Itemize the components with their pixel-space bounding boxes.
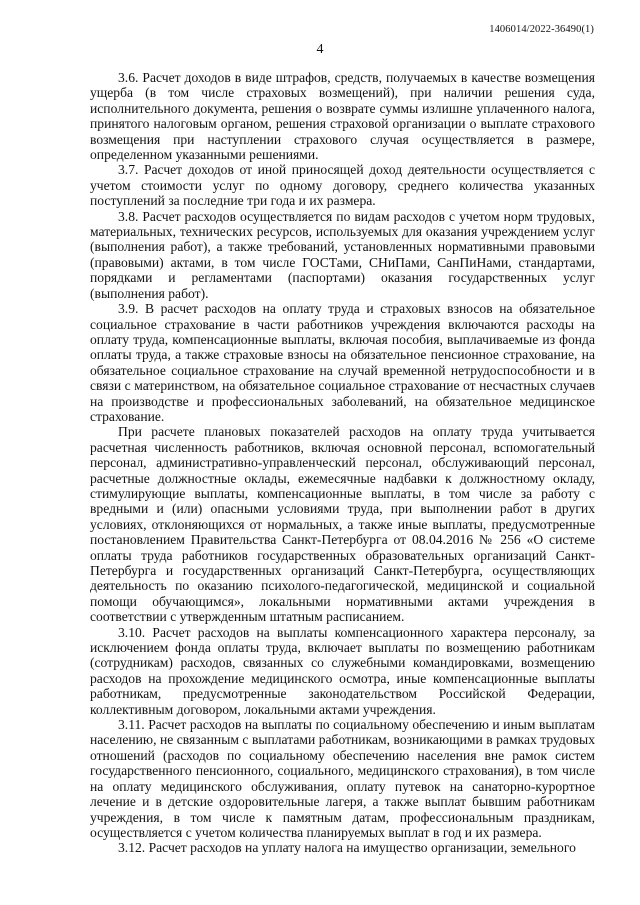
paragraph-3-6: 3.6. Расчет доходов в виде штрафов, средств, получаемых в качестве возмещения ущерба (в том числе страховых возмещений), при наличии решения суда, исполнительного документа, решения о возврате суммы излишне уплаченного налога, принятого налоговым органом, решения страховой организации о выплате страхового возмещения при наступлении страхового случая осуществляется в размере, определенном указанными решениями. [90,70,595,163]
document-registration-number: 1406014/2022-36490(1) [489,24,594,35]
paragraph-3-10: 3.10. Расчет расходов на выплаты компенсационного характера персоналу, за исключением фонда оплаты труда, включает выплаты по возмещению работникам (сотрудникам) расходов, связанных со служебными командировками, возмещению расходов на прохождение медицинского осмотра, иные компенсационные выплаты работникам, предусмотренные законодательством Российской Федерации, коллективным договором, локальными актами учреждения. [90,624,595,717]
document-body [90,70,595,856]
paragraph-3-11: 3.11. Расчет расходов на выплаты по социальному обеспечению и иным выплатам населению, не связанным с выплатами работникам, возникающими в рамках трудовых отношений (расходов по социальному обеспечению населения вне рамок систем государственного пенсионного, социального, медицинского страхования), в том числе на оплату медицинского обслуживания, оплату путевок на санаторно-курортное лечение и в детские оздоровительные лагеря, а также выплат бывшим работникам учреждения, в том числе к памятным датам, профессиональным праздникам, осуществляется с учетом количества планируемых выплат в год и их размера. [90,717,595,840]
page-number: 4 [316,42,324,57]
paragraph-3-9: 3.9. В расчет расходов на оплату труда и страховых взносов на обязательное социальное страхование в части работников учреждения включаются расходы на оплату труда, компенсационные выплаты, включая пособия, выплачиваемые из фонда оплаты труда, а также страховые взносы на обязательное пенсионное страхование, на обязательное социальное страхование на случай временной нетрудоспособности и в связи с материнством, на обязательное социальное страхование от несчастных случаев на производстве и профессиональных заболеваний, на обязательное медицинское страхование. [90,301,595,424]
paragraph-payroll-planning: При расчете плановых показателей расходов на оплату труда учитывается расчетная численность работников, включая основной персонал, вспомогательный персонал, административно-управленческий персонал, обслуживающий персонал, расчетные должностные оклады, ежемесячные надбавки к должностному окладу, стимулирующие выплаты, компенсационные выплаты, в том числе за работу с вредными и (или) опасными условиями труда, при выполнении работ в других условиях, отклоняющихся от нормальных, а также иные выплаты, предусмотренные постановлением Правительства Санкт-Петербурга от 08.04.2016 № 256 «О системе оплаты труда работников государственных образовательных организаций Санкт-Петербурга и государственных организаций Санкт-Петербурга, осуществляющих деятельность по оказанию психолого-педагогической, медицинской и социальной помощи обучающимся», локальными нормативными актами учреждения в соответствии с утвержденным штатным расписанием. [90,424,595,625]
paragraph-3-12: 3.12. Расчет расходов на уплату налога на имущество организации, земельного [118,840,576,856]
paragraph-3-8: 3.8. Расчет расходов осуществляется по видам расходов с учетом норм трудовых, материальных, технических ресурсов, используемых для оказания учреждением услуг (выполнения работ), а также требований, установленных нормативными правовыми (правовыми) актами, в том числе ГОСТами, СНиПами, СанПиНами, стандартами, порядками и регламентами (паспортами) оказания государственных услуг (выполнения работ). [90,208,595,301]
paragraph-3-7: 3.7. Расчет доходов от иной приносящей доход деятельности осуществляется с учетом стоимости услуг по одному договору, среднего количества указанных поступлений за последние три года и их размера. [90,162,595,209]
